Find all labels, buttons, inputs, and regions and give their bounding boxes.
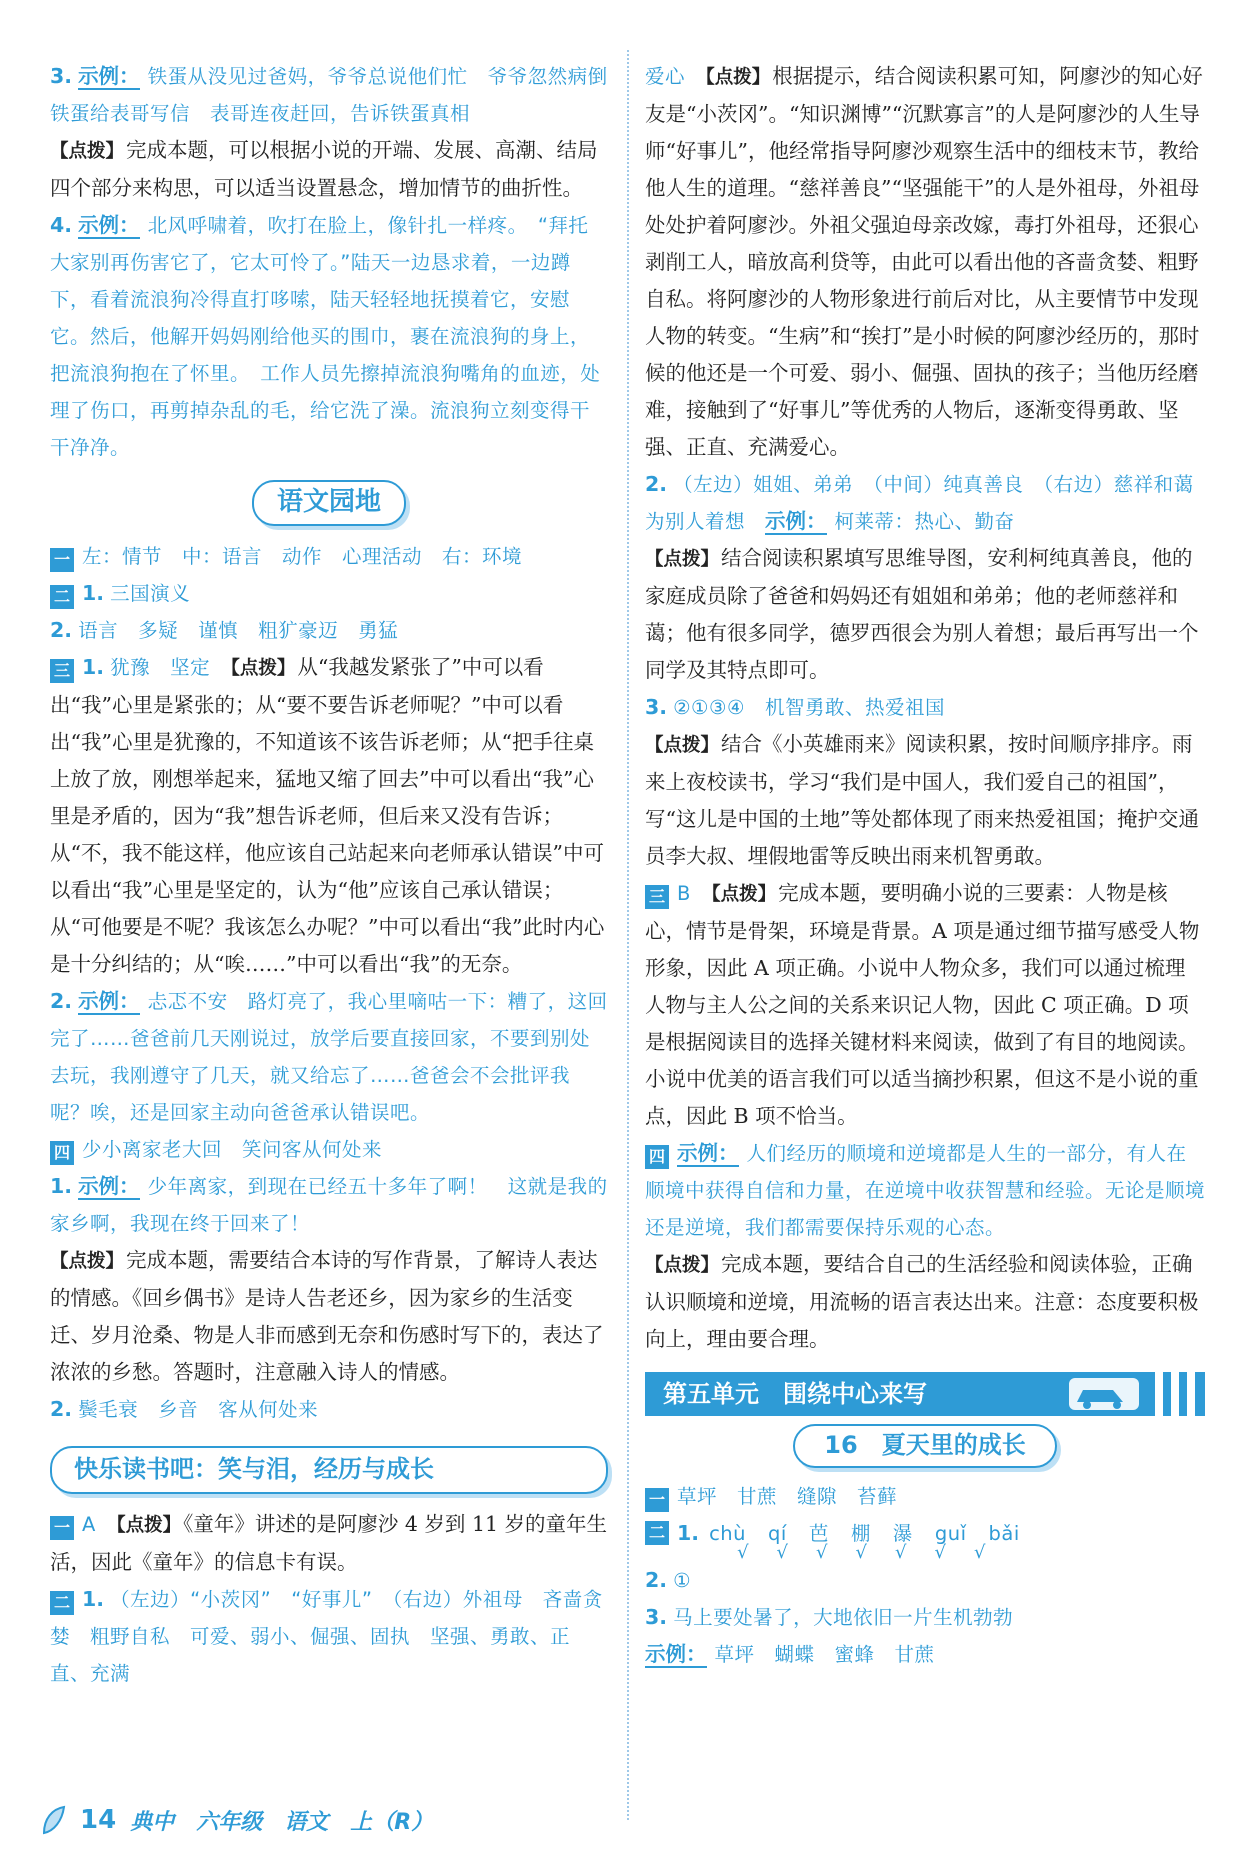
- section-3-item-1: 三 1. 犹豫 坚定 【点拨】从“我越发紧张了”中可以看出“我”心里是紧张的；从“要不要告诉老师呢？”中可以看出“我”心里是犹豫的，不知道该不该告诉老师；从“把手往桌上放了放，刚想举起来，猛地又缩了回去”中可以看出“我”心里是矛盾的，因为“我”想告诉老师，但后来又没有告诉；从“不，我不能这样，他应该自己站起来向老师承认错误”中可以看出“我”心里是坚定的，认为“他”应该自己承认错误；从“可他要是不呢？我该怎么办呢？”中可以看出“我”此时内心是十分纠结的；从“唉……”中可以看出“我”的无奈。: [50, 655, 605, 976]
- pinyin-item: 棚: [850, 1522, 871, 1545]
- page-footer: [40, 1800, 433, 1840]
- section-badge: 一: [50, 1516, 74, 1540]
- answer-4: 4. 示例： 北风呼啸着，吹打在脸上，像针扎一样疼。 “拜托大家别再伤害它了，它太可怜了。”陆天一边恳求着，一边蹲下，看着流浪狗冷得直打哆嗦，陆天轻轻地抚摸着它，安慰它。然后，他解开妈妈刚给他买的围巾，裹在流浪狗的身上，把流浪狗抱在了怀里。 工作人员先擦掉流浪狗嘴角的血迹，处理了伤口，再剪掉杂乱的毛，给它洗了澡。流浪狗立刻变得干干净净。: [50, 213, 601, 459]
- section-badge: 一: [50, 548, 74, 572]
- example-label: 示例：: [78, 64, 140, 88]
- section-badge: 四: [50, 1141, 74, 1165]
- check-mark: √: [855, 1542, 867, 1563]
- check-mark: √: [973, 1542, 986, 1563]
- section-badge: 二: [50, 1591, 74, 1615]
- kuaile-2: 二 1. （左边）“小茨冈” “好事儿” （右边）外祖母 吝啬贪婪 粗野自私 可爱、弱小、倔强、固执 坚强、勇敢、正直、充满: [50, 1587, 603, 1685]
- section-badge: 二: [645, 1521, 669, 1545]
- right-column: [645, 58, 1214, 1673]
- lesson-section-3: 3. 马上要处暑了，大地依旧一片生机勃勃: [645, 1605, 1014, 1629]
- leaf-icon: [40, 1805, 66, 1835]
- lesson-section-2-item-2: 2. ①: [645, 1568, 692, 1592]
- section-badge: 二: [50, 585, 74, 609]
- pinyin-item: 芭: [808, 1522, 829, 1545]
- tip-paragraph: [50, 132, 608, 207]
- answer-2: 2. （左边）姐姐、弟弟 （中间）纯真善良 （右边）慈祥和蔼 为别人着想 示例： 柯莱蒂：热心、勤奋: [645, 472, 1214, 533]
- column-divider: [627, 50, 629, 1820]
- left-column: [50, 58, 628, 1692]
- tip-paragraph: 【点拨】结合阅读积累填写思维导图，安利柯纯真善良，他的家庭成员除了爸爸和妈妈还有姐姐和弟弟；他的老师慈祥和蔼；他有很多同学，德罗西很会为别人着想；最后再写出一个同学及其特点即可。: [645, 546, 1199, 682]
- lesson-section-3-example: 示例： 草坪 蝴蝶 蜜蜂 甘蔗: [645, 1642, 935, 1666]
- section-badge: 四: [645, 1145, 669, 1169]
- section-badge: 三: [50, 659, 74, 683]
- section-2-item-2: 2. 语言 多疑 谨慎 粗犷豪迈 勇猛: [50, 618, 399, 642]
- section-3: 三 B 【点拨】完成本题，要明确小说的三要素：人物是核心，情节是骨架，环境是背景。A 项是通过细节描写感受人物形象，因此 A 项正确。小说中人物众多，我们可以通过梳理人物与主人公之间的关系来识记人物，因此 C 项正确。D 项是根据阅读目的选择关键材料来阅读，做到了有目的地阅读。小说中优美的语言我们可以适当摘抄积累，但这不是小说的重点，因此 B 项不恰当。: [645, 881, 1200, 1128]
- page-number: 14: [80, 1805, 117, 1835]
- tip-paragraph: 【点拨】完成本题，需要结合本诗的写作背景，了解诗人表达的情感。《回乡偶书》是诗人告老还乡，因为家乡的生活变迁、岁月沧桑、物是人非而感到无奈和伤感时写下的，表达了浓浓的乡愁。答题时，注意融入诗人的情感。: [50, 1248, 604, 1384]
- unit-banner: 第五单元 围绕中心来写: [645, 1372, 1205, 1416]
- check-mark: √: [776, 1542, 789, 1563]
- section-badge: 三: [645, 885, 669, 909]
- lesson-title: 16 夏天里的成长: [793, 1424, 1057, 1468]
- tip-paragraph: 【点拨】完成本题，要结合自己的生活经验和阅读体验，正确认识顺境和逆境，用流畅的语言表达出来。注意：态度要积极向上，理由要合理。: [645, 1252, 1199, 1351]
- check-mark: √: [895, 1542, 907, 1563]
- section-title-kuaile: 快乐读书吧：笑与泪，经历与成长: [50, 1446, 608, 1494]
- tip-paragraph: 【点拨】结合《小英雄雨来》阅读积累，按时间顺序排序。雨来上夜校读书，学习“我们是中国人，我们爱自己的祖国”，写“这儿是中国的土地”等处都体现了雨来热爱祖国；掩护交通员李大叔、埋假地雷等反映出雨来机智勇敢。: [645, 732, 1199, 868]
- lesson-section-2: 二 1. chù qí 芭 棚 瀑 guǐ bǎi √ √ √ √ √ √ √: [645, 1515, 1205, 1562]
- pinyin-item: 瀑: [892, 1522, 913, 1545]
- answer-3: 3. ②①③④ 机智勇敢、热爱祖国: [645, 695, 945, 719]
- section-4: 四 示例： 人们经历的顺境和逆境都是人生的一部分，有人在顺境中获得自信和力量，在逆境中收获智慧和经验。无论是顺境还是逆境，我们都需要保持乐观的心态。: [645, 1141, 1206, 1239]
- pinyin-item: bǎi: [988, 1522, 1020, 1545]
- answer-text: 铁蛋从没见过爸妈，爷爷总说他们忙 爷爷忽然病倒 铁蛋给表哥写信 表哥连夜赶回，告诉铁蛋真相: [50, 65, 628, 125]
- pinyin-item: qí: [768, 1522, 787, 1545]
- section-3-item-2: 2. 示例： 忐忑不安 路灯亮了，我心里嘀咕一下：糟了，这回完了……爸爸前几天刚说过，放学后要直接回家，不要到别处去玩，我刚遵守了几天，就又给忘了……爸爸会不会批评我呢？唉，还是回家主动向爸爸承认错误吧。: [50, 989, 608, 1124]
- check-mark: √: [934, 1542, 946, 1563]
- check-mark: √: [816, 1542, 828, 1563]
- example-label: 示例：: [78, 213, 140, 237]
- check-row: [705, 1544, 1020, 1562]
- car-stripes-icon: [1069, 1372, 1199, 1416]
- lesson-section-1: 一 草坪 甘蔗 缝隙 苔藓: [645, 1478, 1205, 1515]
- section-4-item-1: 1. 示例： 少年离家，到现在已经五十多年了啊！ 这就是我的家乡啊，我现在终于回来了！: [50, 1174, 608, 1235]
- check-mark: √: [737, 1542, 749, 1563]
- pinyin-item: chù: [709, 1522, 747, 1545]
- answer-text: 北风呼啸着，吹打在脸上，像针扎一样疼。 “拜托大家别再伤害它了，它太可怜了。”陆天一边恳求着，一边蹲下，看着流浪狗冷得直打哆嗦，陆天轻轻地抚摸着它，安慰它。然后，他解开妈妈刚给他买的围巾，裹在流浪狗的身上，把流浪狗抱在了怀里。 工作人员先擦掉流浪狗嘴角的血迹，处理了伤口，再剪掉杂乱的毛，给它洗了澡。流浪狗立刻变得干干净净。: [50, 214, 601, 459]
- pinyin-item: guǐ: [934, 1522, 967, 1545]
- section-4: 四 少小离家老大回 笑问客从何处来: [50, 1131, 608, 1168]
- section-badge: 一: [645, 1488, 669, 1512]
- section-2-item-1: 二 1. 三国演义: [50, 575, 608, 612]
- continued-answer: 爱心 【点拨】根据提示，结合阅读积累可知，阿廖沙的知心好友是“小茨冈”。“知识渊博”“沉默寡言”的人是阿廖沙的人生导师“好事儿”，他经常指导阿廖沙观察生活中的细枝末节，教给他人生的道理。“慈祥善良”“坚强能干”的人是外祖母，外祖母处处护着阿廖沙。外祖父强迫母亲改嫁，毒打外祖母，还狠心剥削工人，暗放高利贷等，由此可以看出他的吝啬贪婪、粗野自私。将阿廖沙的人物形象进行前后对比，从主要情节中发现人物的转变。“生病”和“挨打”是小时候的阿廖沙经历的，那时候的他还是一个可爱、弱小、倔强、固执的孩子；当他历经磨难，接触到了“好事儿”等优秀的人物后，逐渐变得勇敢、坚强、正直、充满爱心。: [645, 64, 1203, 459]
- tip-label: 【点拨】: [50, 141, 125, 162]
- pinyin-block: [705, 1515, 1020, 1562]
- section-title-yuwen: 语文园地: [252, 480, 406, 526]
- tip-text: 完成本题，可以根据小说的开端、发展、高潮、结局四个部分来构思，可以适当设置悬念，增加情节的曲折性。: [50, 138, 598, 200]
- section-4-item-2: 2. 鬓毛衰 乡音 客从何处来: [50, 1397, 319, 1421]
- kuaile-1: 一 A 【点拨】《童年》讲述的是阿廖沙 4 岁到 11 岁的童年生活，因此《童年》的信息卡有误。: [50, 1512, 608, 1574]
- section-1: 一 左：情节 中：语言 动作 心理活动 右：环境: [50, 538, 608, 575]
- book-info: 典中 六年级 语文 上（R）: [130, 1809, 434, 1835]
- answer-3: 3. 示例： 铁蛋从没见过爸妈，爷爷总说他们忙 爷爷忽然病倒 铁蛋给表哥写信 表哥连夜赶回，告诉铁蛋真相: [50, 64, 628, 125]
